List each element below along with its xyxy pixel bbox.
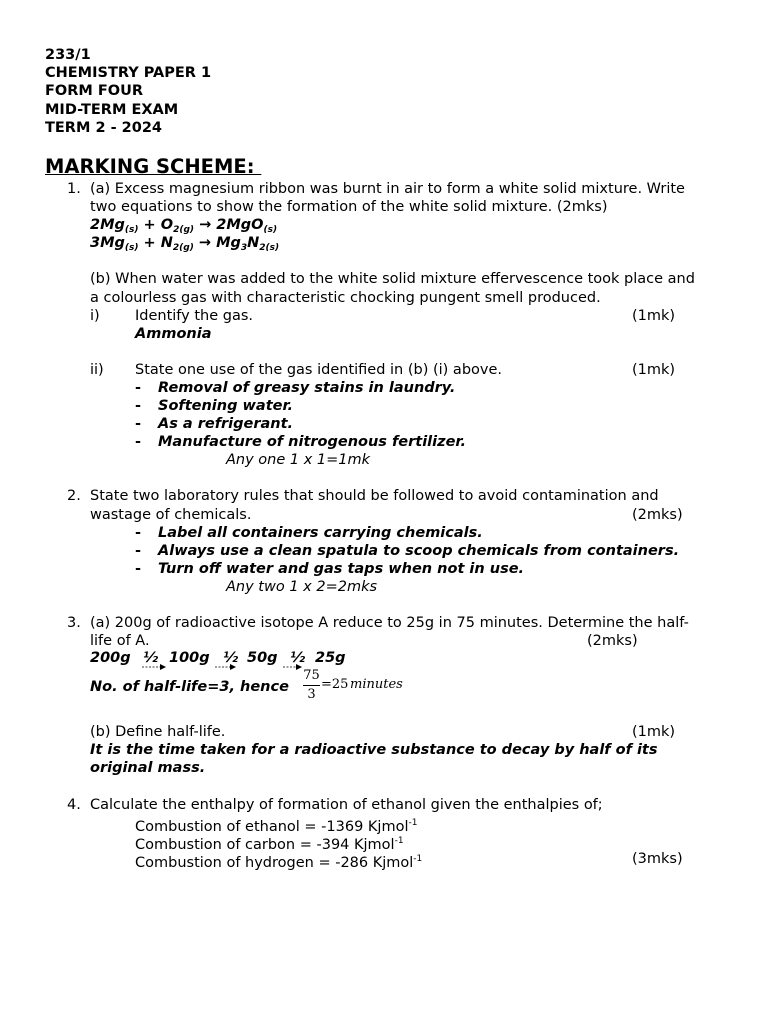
half-symbol: ½: [143, 650, 159, 666]
bullet-dash: -: [135, 434, 142, 450]
answer-text: No. of half-life=3, hence: [90, 679, 289, 695]
marking-note: Any one 1 x 1=1mk: [226, 452, 371, 468]
arrow-icon: [90, 650, 410, 672]
fraction-unit: minutes: [350, 677, 403, 692]
unit-superscript: -1: [408, 818, 418, 828]
marks-label: (2mks): [587, 633, 638, 649]
question-text: (b) Define half-life.: [90, 724, 226, 740]
bullet-dash: -: [135, 398, 142, 414]
marking-note: Any two 1 x 2=2mks: [226, 579, 378, 595]
half-symbol: ½: [290, 650, 306, 666]
half-symbol: ½: [223, 650, 239, 666]
fraction-result: =25: [321, 677, 349, 692]
question-text: (a) 200g of radioactive isotope A reduce to 25g in 75 minutes. Determine the half-: [90, 615, 689, 631]
marks-label: (1mk): [632, 724, 676, 740]
half-life-chain: [90, 650, 410, 672]
question-number: 4.: [67, 797, 81, 813]
fraction-bar: [303, 685, 320, 686]
question-text: (a) Excess magnesium ribbon was burnt in air to form a white solid mixture. Write: [90, 181, 685, 197]
answer-text: Manufacture of nitrogenous fertilizer.: [158, 434, 466, 450]
marks-label: (2mks): [632, 507, 683, 523]
paper-name: CHEMISTRY PAPER 1: [45, 65, 212, 82]
question-text: a colourless gas with characteristic chocking pungent smell produced.: [90, 290, 601, 306]
bullet-dash: -: [135, 416, 142, 432]
answer-text: Removal of greasy stains in laundry.: [158, 380, 456, 396]
mass-value: 25g: [315, 650, 346, 666]
exam-header: [45, 46, 211, 137]
paper-code: 233/1: [45, 47, 91, 63]
enthalpy-text: Combustion of hydrogen = -286 Kjmol: [135, 855, 414, 871]
page-title: MARKING SCHEME:: [45, 155, 262, 178]
mass-value: 100g: [169, 650, 210, 666]
question-text: two equations to show the formation of the white solid mixture. (2mks): [90, 199, 608, 215]
mass-value: 200g: [90, 650, 131, 666]
answer-text: Always use a clean spatula to scoop chemicals from containers.: [158, 543, 680, 559]
question-text: Identify the gas.: [135, 308, 254, 324]
bullet-dash: -: [135, 561, 142, 577]
exam-name: MID-TERM EXAM: [45, 101, 179, 118]
form-level: FORM FOUR: [45, 83, 144, 100]
marks-label: (1mk): [632, 308, 676, 324]
question-text: State two laboratory rules that should be followed to avoid contamination and: [90, 488, 659, 504]
answer-text: Ammonia: [135, 326, 212, 342]
unit-superscript: -1: [413, 854, 423, 864]
mass-value: 50g: [247, 650, 278, 666]
exam-term: TERM 2 - 2024: [45, 119, 162, 136]
question-text: life of A.: [90, 633, 150, 649]
fraction-denominator: 3: [307, 687, 316, 702]
marks-label: (1mk): [632, 362, 676, 378]
question-text: Calculate the enthalpy of formation of ethanol given the enthalpies of;: [90, 797, 603, 813]
enthalpy-text: Combustion of ethanol = -1369 Kjmol: [135, 819, 409, 835]
enthalpy-hydrogen: [135, 850, 422, 872]
answer-text: Label all containers carrying chemicals.: [158, 525, 483, 541]
answer-text: Turn off water and gas taps when not in use.: [158, 561, 525, 577]
sub-question-label: i): [90, 308, 100, 324]
enthalpy-text: Combustion of carbon = -394 Kjmol: [135, 837, 395, 853]
equation-magnesium-oxide: $2Mg_{(s)} + O_{2(g)} \to 2MgO_{(s)}$: [90, 217, 278, 235]
unit-superscript: -1: [394, 836, 404, 846]
question-number: 1.: [67, 181, 81, 197]
equation-magnesium-nitride: $3Mg_{(s)} + N_{2(g)} \to Mg_3N_{2(s)}$: [90, 235, 280, 253]
question-text: (b) When water was added to the white solid mixture effervescence took place and: [90, 271, 695, 287]
answer-text: original mass.: [90, 760, 206, 776]
bullet-dash: -: [135, 380, 142, 396]
sub-question-label: ii): [90, 362, 104, 378]
bullet-dash: -: [135, 543, 142, 559]
question-text: State one use of the gas identified in (b) (i) above.: [135, 362, 503, 378]
fraction-numerator: 75: [303, 668, 320, 683]
question-number: 2.: [67, 488, 81, 504]
question-number: 3.: [67, 615, 81, 631]
bullet-dash: -: [135, 525, 142, 541]
marks-label: (3mks): [632, 851, 683, 867]
answer-text: As a refrigerant.: [158, 416, 294, 432]
answer-text: Softening water.: [158, 398, 294, 414]
question-text: wastage of chemicals.: [90, 507, 252, 523]
answer-text: It is the time taken for a radioactive substance to decay by half of its: [90, 742, 658, 758]
